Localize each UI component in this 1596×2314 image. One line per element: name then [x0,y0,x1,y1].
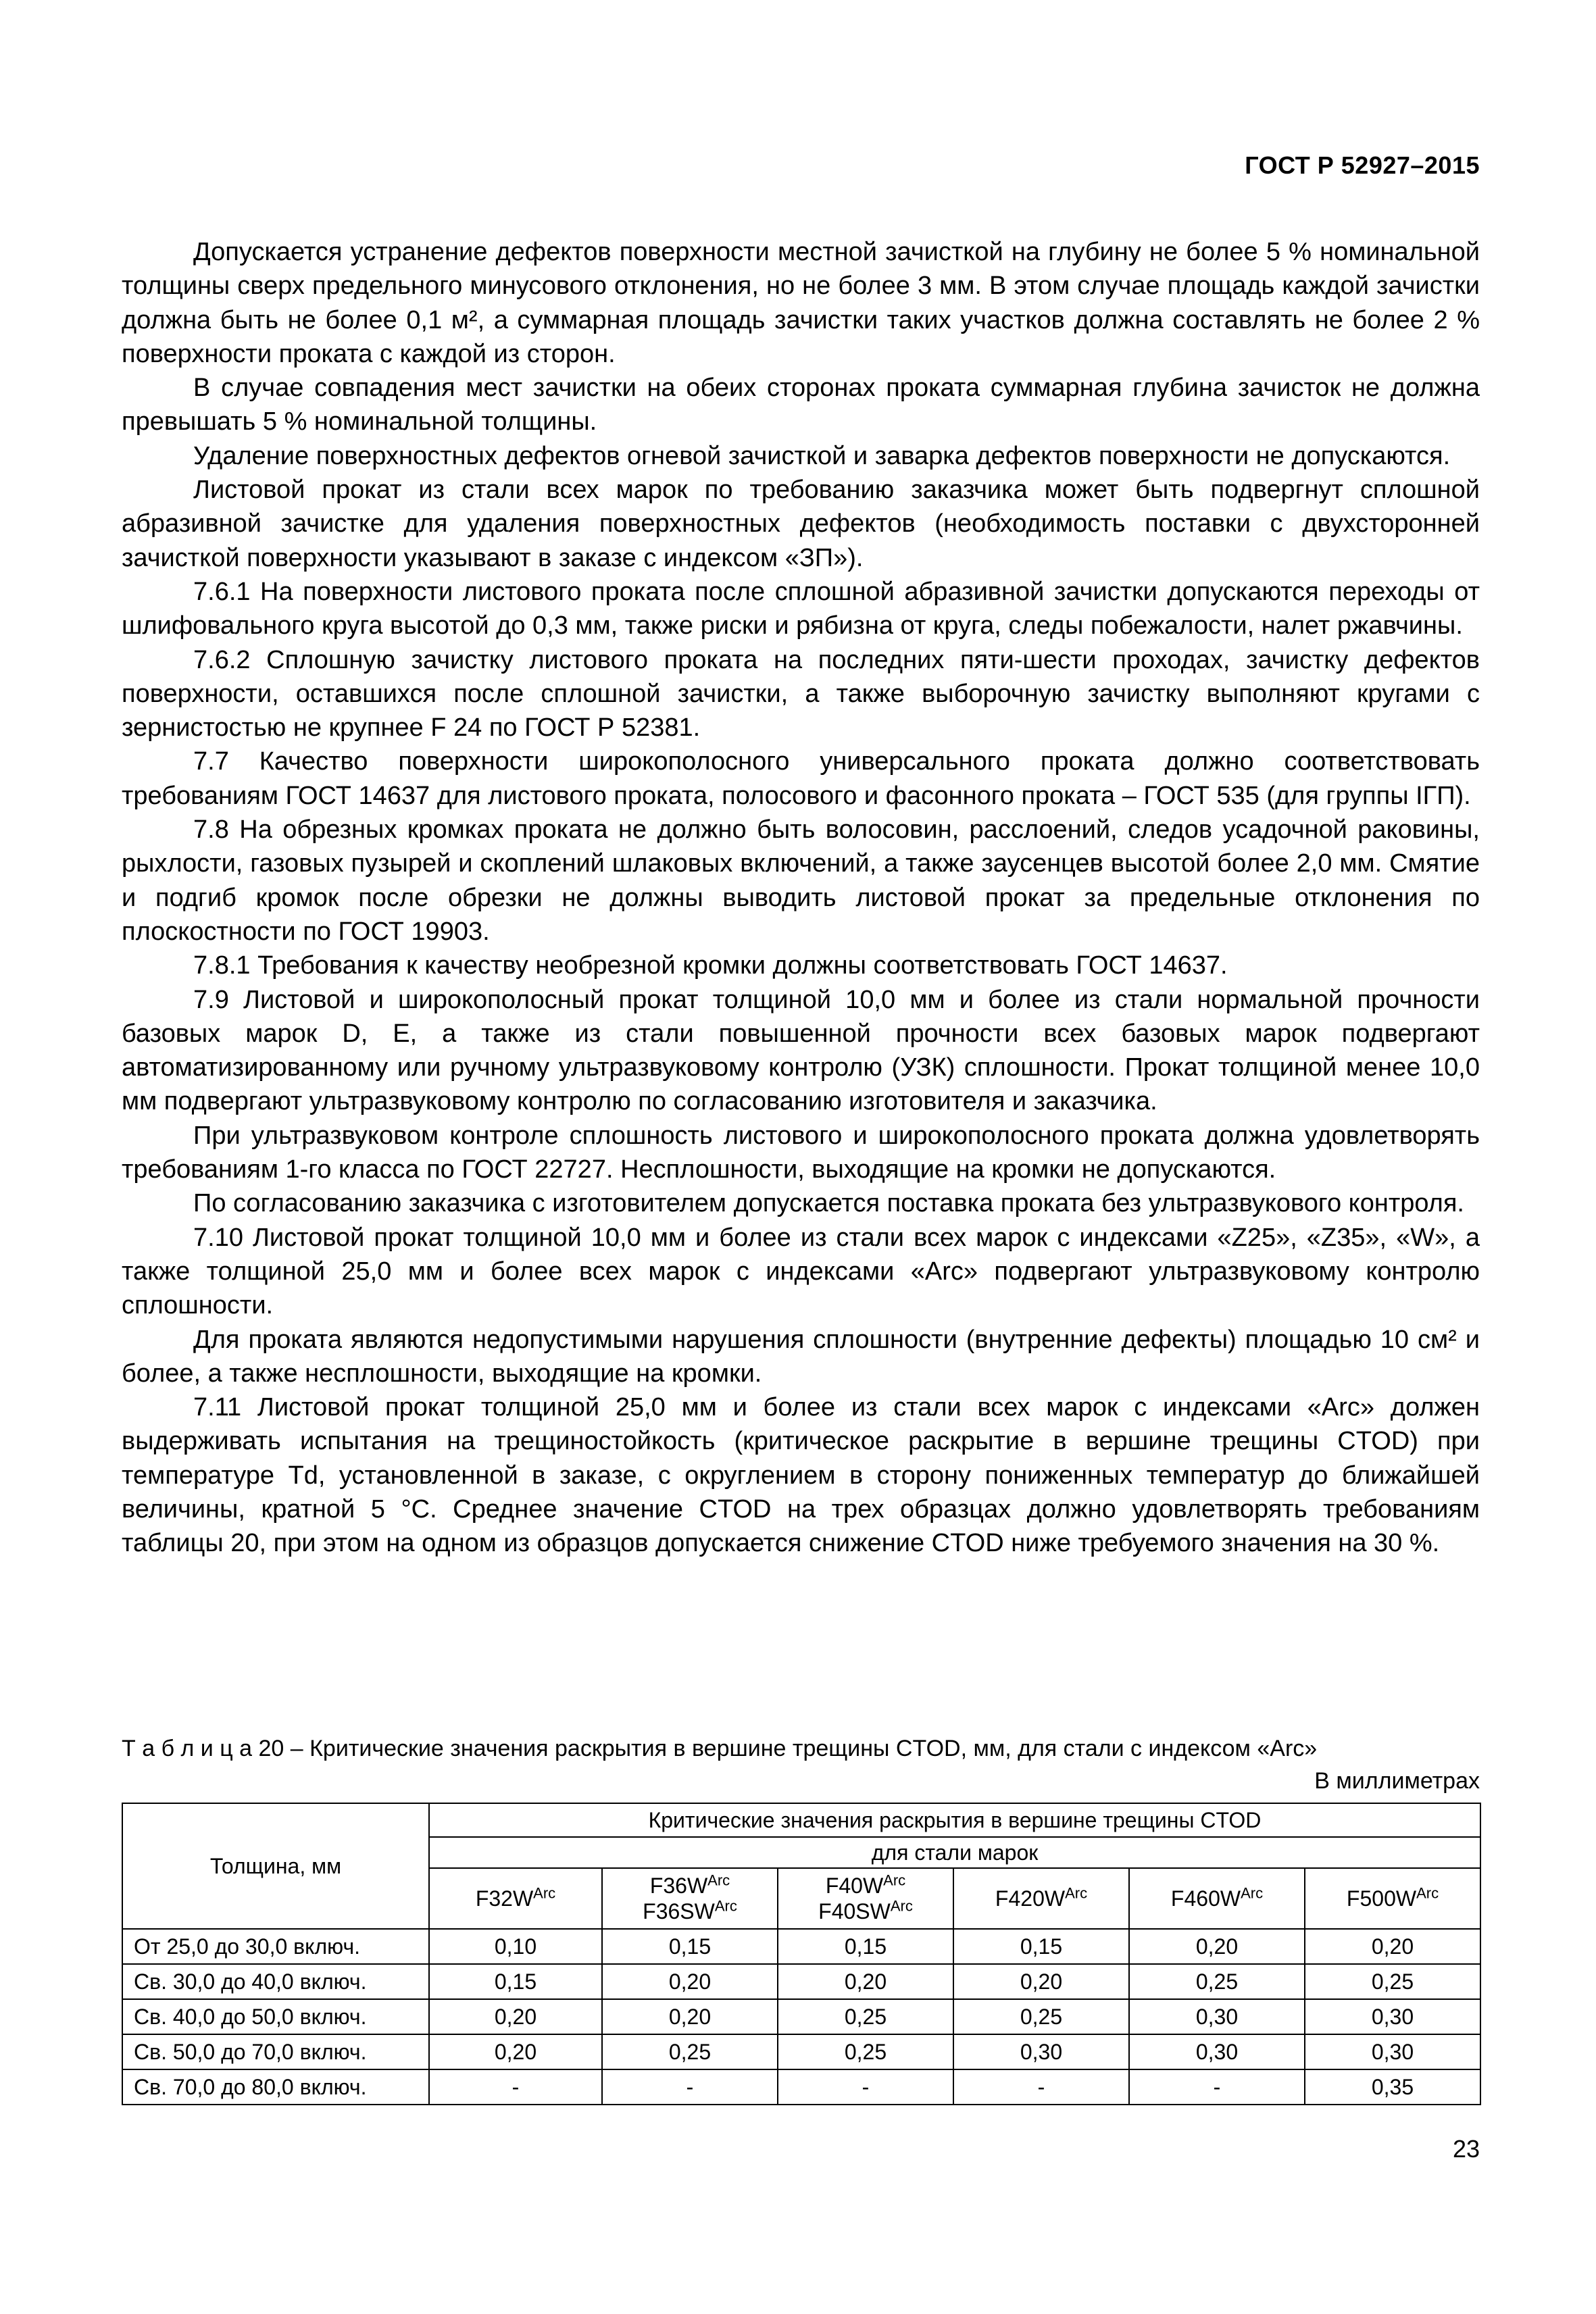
grade-name: F36W [649,1873,708,1898]
ctod-value-cell: 0,20 [602,1964,778,1999]
thickness-range-cell: Св. 50,0 до 70,0 включ. [122,2034,429,2069]
thickness-range-cell: Св. 30,0 до 40,0 включ. [122,1964,429,1999]
thickness-range-cell: Св. 70,0 до 80,0 включ. [122,2069,429,2105]
ctod-value-cell: 0,20 [429,2034,602,2069]
ctod-value-cell: 0,20 [429,1999,602,2034]
grade-name: F40W [825,1873,884,1898]
ctod-value-cell: 0,35 [1305,2069,1480,2105]
ctod-value-cell: 0,20 [1305,1929,1480,1964]
grade-column-header [429,1868,602,1929]
ctod-value-cell: 0,30 [953,2034,1129,2069]
paragraph: При ультразвуковом контроле сплошность листового и широкополосного проката должна удовлетворять требованиям 1-го класса по ГОСТ 22727. Несплошности, выходящие на кромки не допускаются. [122,1121,1480,1184]
ctod-value-cell: 0,15 [953,1929,1129,1964]
ctod-value-cell: 0,20 [778,1964,953,1999]
ctod-value-cell: 0,30 [1305,1999,1480,2034]
grade-column-header [1129,1868,1305,1929]
thickness-range-cell: От 25,0 до 30,0 включ. [122,1929,429,1964]
table-row [122,1999,1480,2034]
grade-name: F40SW [818,1899,891,1923]
ctod-value-cell: 0,30 [1129,1999,1305,2034]
grade-index: Arc [890,1897,913,1915]
ctod-value-cell: 0,15 [602,1929,778,1964]
grade-index: Arc [883,1871,906,1889]
ctod-value-cell: 0,20 [953,1964,1129,1999]
paragraph: 7.7 Качество поверхности широкополосного универсального проката должно соответствовать требованиям ГОСТ 14637 для листового проката, полосового и фасонного проката – ГОСТ 535 (для группы IГП). [122,747,1480,810]
paragraph: 7.6.1 На поверхности листового проката после сплошной абразивной зачистки допускаются переходы от шлифовального круга высотой до 0,3 мм, также риски и рябизна от круга, следы побежалости, налет ржавчины. [122,577,1480,640]
ctod-table [122,1803,1481,2105]
paragraph: 7.8 На обрезных кромках проката не должно быть волосовин, расслоений, следов усадочной раковины, рыхлости, газовых пузырей и скоплений шлаковых включений, а также заусенцев высотой более 2,0 мм. Смятие и подгиб кромок после обрезки не должны выводить листовой прокат за предельные отклонения по плоскостности по ГОСТ 19903. [122,815,1480,946]
document-header-id: ГОСТ Р 52927–2015 [1245,151,1480,179]
ctod-value-cell: 0,30 [1305,2034,1480,2069]
grade-column-header [778,1868,953,1929]
grade-column-header [953,1868,1129,1929]
ctod-value-cell: 0,10 [429,1929,602,1964]
grade-name: F500W [1346,1886,1417,1911]
ctod-value-cell: 0,30 [1129,2034,1305,2069]
table-row [122,2034,1480,2069]
page-number: 23 [1452,2135,1480,2163]
paragraph: 7.8.1 Требования к качеству необрезной кромки должны соответствовать ГОСТ 14637. [193,951,1228,980]
paragraph: 7.10 Листовой прокат толщиной 10,0 мм и более из стали всех марок с индексами «Z25», «Z35», «W», а также толщиной 25,0 мм и более всех марок с индексами «Arc» подвергают ультразвуковому контролю сплошности. [122,1223,1480,1320]
grade-index: Arc [707,1871,730,1889]
table-unit-note: В миллиметрах [1314,1768,1480,1794]
ctod-group-header: Критические значения раскрытия в вершине трещины CTOD [429,1803,1480,1837]
table-caption: Т а б л и ц а 20 – Критические значения раскрытия в вершине трещины CTOD, мм, для стали с индексом «Arc» [122,1736,1318,1761]
grade-index: Arc [1241,1884,1264,1902]
ctod-value-cell: 0,25 [1129,1964,1305,1999]
paragraph: Для проката являются недопустимыми нарушения сплошности (внутренние дефекты) площадью 10 см² и более, а также несплошности, выходящие на кромки. [122,1325,1480,1388]
grade-name: F460W [1170,1886,1241,1911]
steel-grades-header: для стали марок [429,1837,1480,1868]
grade-index: Arc [533,1884,556,1902]
ctod-value-cell: 0,25 [1305,1964,1480,1999]
thickness-range-cell: Св. 40,0 до 50,0 включ. [122,1999,429,2034]
ctod-value-cell: 0,25 [953,1999,1129,2034]
ctod-value-cell: - [953,2069,1129,2105]
ctod-value-cell: - [429,2069,602,2105]
ctod-value-cell: 0,20 [602,1999,778,2034]
paragraph: В случае совпадения мест зачистки на обеих сторонах проката суммарная глубина зачисток не должна превышать 5 % номинальной толщины. [122,374,1480,436]
grade-index: Arc [1065,1884,1088,1902]
table-row [122,2069,1480,2105]
paragraph: Удаление поверхностных дефектов огневой зачисткой и заварка дефектов поверхности не допускаются. [193,441,1451,470]
paragraph: 7.11 Листовой прокат толщиной 25,0 мм и более из стали всех марок с индексами «Arc» должен выдерживать испытания на трещиностойкость (критическое раскрытие в вершине трещины CTOD) при температуре Td, установленной в заказе, с округлением в сторону пониженных температур до ближайшей величины, кратной 5 °С. Среднее значение CTOD на трех образцах должно удовлетворять требованиям таблицы 20, при этом на одном из образцов допускается снижение CTOD ниже требуемого значения на 30 %. [122,1393,1480,1558]
ctod-value-cell: - [1129,2069,1305,2105]
grade-name: F32W [475,1886,534,1911]
grade-name: F420W [995,1886,1066,1911]
paragraph: 7.6.2 Сплошную зачистку листового проката на последних пяти-шести проходах, зачистку дефектов поверхности, оставшихся после сплошной зачистки, а также выборочную зачистку выполняют кругами с зернистостью не крупнее F 24 по ГОСТ Р 52381. [122,645,1480,743]
table-row [122,1964,1480,1999]
grade-index: Arc [714,1897,737,1915]
ctod-value-cell: 0,15 [429,1964,602,1999]
body-text [122,235,1480,1561]
grade-name: F36SW [643,1899,715,1923]
ctod-value-cell: 0,25 [602,2034,778,2069]
paragraph: По согласованию заказчика с изготовителем допускается поставка проката без ультразвукового контроля. [193,1189,1464,1218]
table-row [122,1929,1480,1964]
ctod-value-cell: - [778,2069,953,2105]
ctod-value-cell: 0,25 [778,1999,953,2034]
grade-index: Arc [1416,1884,1439,1902]
ctod-value-cell: 0,20 [1129,1929,1305,1964]
ctod-value-cell: 0,15 [778,1929,953,1964]
grade-column-header [1305,1868,1480,1929]
paragraph: Допускается устранение дефектов поверхности местной зачисткой на глубину не более 5 % номинальной толщины сверх предельного минусового отклонения, но не более 3 мм. В этом случае площадь каждой зачистки должна быть не более 0,1 м², а суммарная площадь зачистки таких участков должна составлять не более 2 % поверхности проката с каждой из сторон. [122,238,1480,368]
thickness-header: Толщина, мм [122,1803,429,1929]
paragraph: 7.9 Листовой и широкополосный прокат толщиной 10,0 мм и более из стали нормальной прочности базовых марок D, E, а также из стали повышенной прочности всех базовых марок подвергают автоматизированному или ручному ультразвуковому контролю (УЗК) сплошности. Прокат толщиной менее 10,0 мм подвергают ультразвуковому контролю по согласованию изготовителя и заказчика. [122,985,1480,1116]
ctod-value-cell: 0,25 [778,2034,953,2069]
paragraph: Листовой прокат из стали всех марок по требованию заказчика может быть подвергнут сплошной абразивной зачистке для удаления поверхностных дефектов (необходимость поставки с двухсторонней зачисткой поверхности указывают в заказе с индексом «ЗП»). [122,476,1480,572]
ctod-value-cell: - [602,2069,778,2105]
grade-column-header [602,1868,778,1929]
